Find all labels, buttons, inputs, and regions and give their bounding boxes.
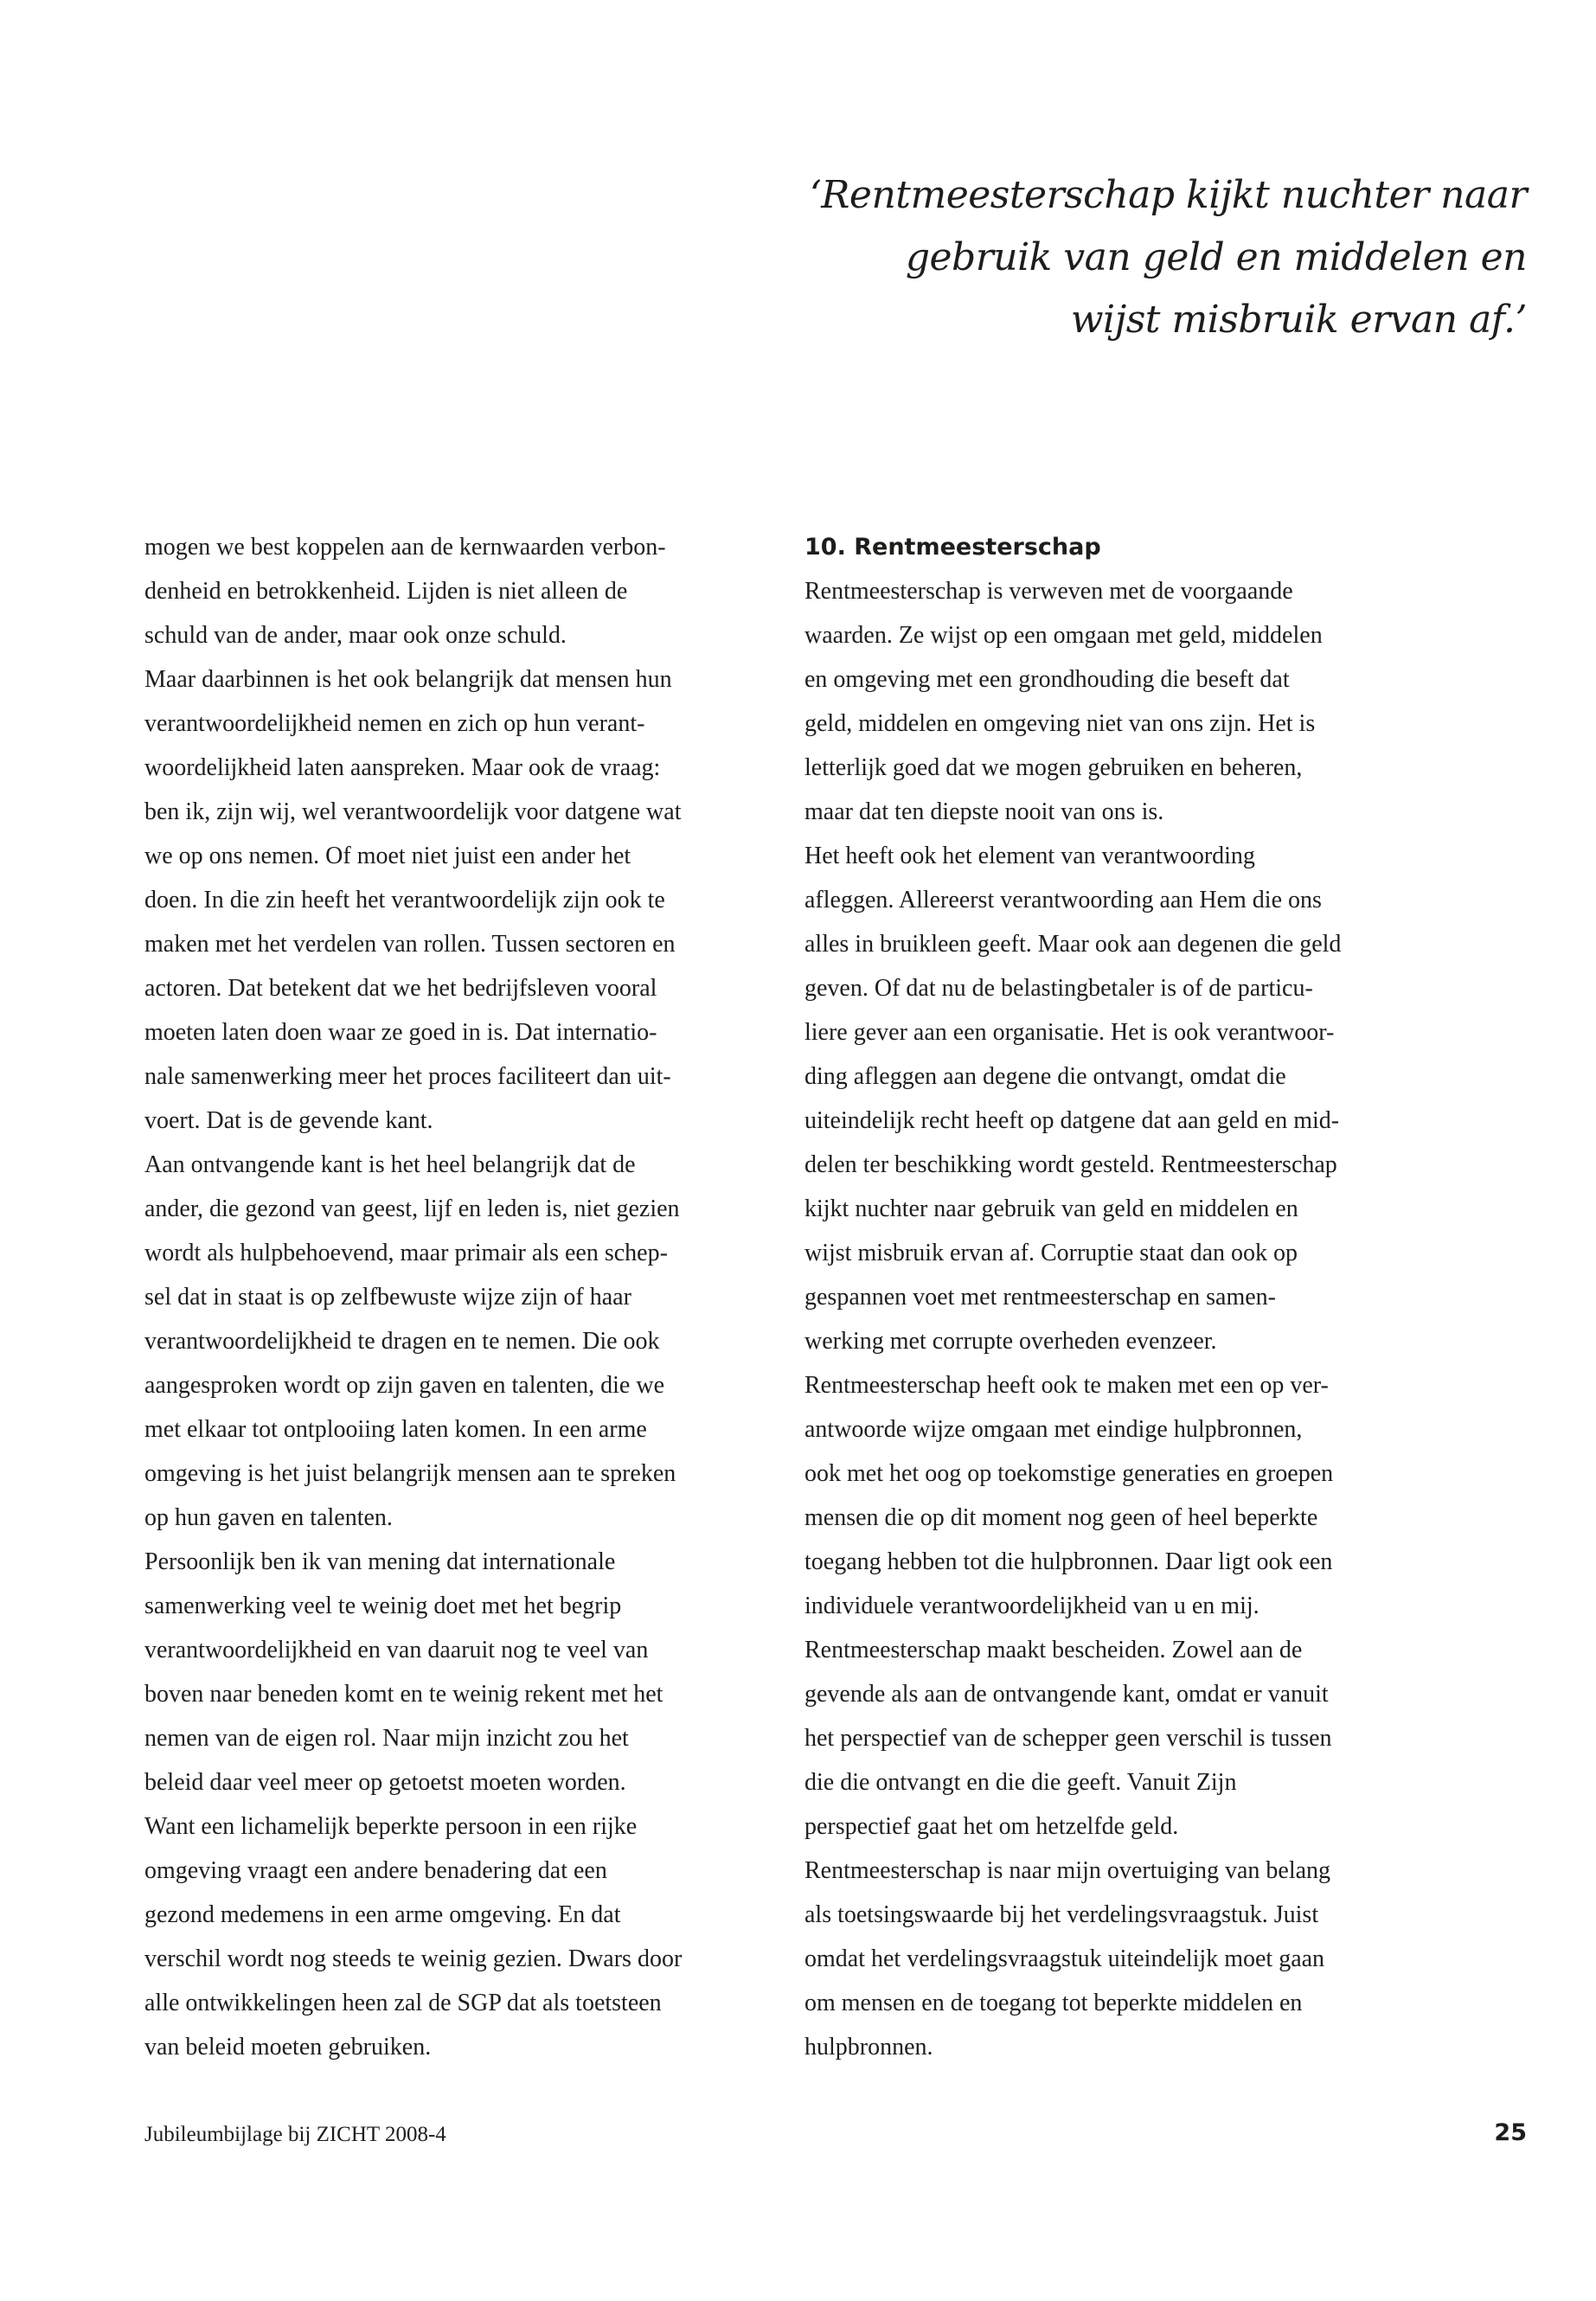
text-line: wordt als hulpbehoevend, maar primair als een schep- [144, 1240, 668, 1266]
text-line: die die ontvangt en die die geeft. Vanuit Zijn [804, 1769, 1237, 1796]
text-line: ander, die gezond van geest, lijf en leden is, niet gezien [144, 1195, 680, 1222]
pull-quote-line: ‘Rentmeesterschap kijkt nuchter naar [809, 173, 1527, 217]
text-line: verantwoordelijkheid te dragen en te nemen. Die ook [144, 1328, 660, 1355]
text-line: alles in bruikleen geeft. Maar ook aan degenen die geld [804, 931, 1342, 958]
text-line: liere gever aan een organisatie. Het is ook verantwoor- [804, 1019, 1335, 1046]
text-line: Persoonlijk ben ik van mening dat internationale [144, 1548, 616, 1575]
text-line: Want een lichamelijk beperkte persoon in een rijke [144, 1813, 638, 1840]
text-line: perspectief gaat het om hetzelfde geld. [804, 1813, 1179, 1840]
left-column-text [144, 525, 811, 2069]
text-line: beleid daar veel meer op getoetst moeten worden. [144, 1769, 626, 1796]
text-line: Het heeft ook het element van verantwoording [804, 843, 1255, 869]
text-line: we op ons nemen. Of moet niet juist een ander het [144, 843, 631, 869]
text-line: om mensen en de toegang tot beperkte middelen en [804, 1990, 1303, 2016]
text-line: geven. Of dat nu de belastingbetaler is of de particu- [804, 975, 1313, 1002]
text-line: woordelijkheid laten aanspreken. Maar ook de vraag: [144, 754, 661, 781]
text-line: nemen van de eigen rol. Naar mijn inzicht zou het [144, 1725, 629, 1752]
text-line: afleggen. Allereerst verantwoording aan Hem die ons [804, 887, 1322, 913]
text-line: verantwoordelijkheid en van daaruit nog te veel van [144, 1637, 649, 1663]
text-line: Rentmeesterschap is naar mijn overtuiging van belang [804, 1857, 1331, 1884]
text-line: antwoorde wijze omgaan met eindige hulpbronnen, [804, 1416, 1303, 1443]
text-line: individuele verantwoordelijkheid van u en mij. [804, 1593, 1259, 1619]
text-line: verantwoordelijkheid nemen en zich op hun verant- [144, 710, 645, 737]
text-line: ben ik, zijn wij, wel verantwoordelijk voor datgene wat [144, 798, 682, 825]
text-line: gezond medemens in een arme omgeving. En dat [144, 1901, 621, 1928]
text-line: schuld van de ander, maar ook onze schuld. [144, 622, 567, 649]
text-line: denheid en betrokkenheid. Lijden is niet alleen de [144, 578, 628, 605]
text-line: Rentmeesterschap is verweven met de voorgaande [804, 578, 1293, 605]
text-line: omgeving is het juist belangrijk mensen aan te spreken [144, 1460, 676, 1487]
text-line: omgeving vraagt een andere benadering dat een [144, 1857, 607, 1884]
text-line: letterlijk goed dat we mogen gebruiken en beheren, [804, 754, 1303, 781]
text-line: omdat het verdelingsvraagstuk uiteindelijk moet gaan [804, 1945, 1325, 1972]
text-line: waarden. Ze wijst op een omgaan met geld, middelen [804, 622, 1323, 649]
text-line: gevende als aan de ontvangende kant, omdat er vanuit [804, 1681, 1329, 1708]
text-line: gespannen voet met rentmeesterschap en samen- [804, 1284, 1277, 1311]
text-line: hulpbronnen. [804, 2034, 933, 2061]
text-line: verschil wordt nog steeds te weinig gezien. Dwars door [144, 1945, 683, 1972]
text-line: maar dat ten diepste nooit van ons is. [804, 798, 1164, 825]
text-line: samenwerking veel te weinig doet met het begrip [144, 1593, 622, 1619]
text-line: met elkaar tot ontplooiing laten komen. In een arme [144, 1416, 647, 1443]
text-line: actoren. Dat betekent dat we het bedrijfsleven vooral [144, 975, 657, 1002]
text-line: Maar daarbinnen is het ook belangrijk dat mensen hun [144, 666, 672, 693]
text-line: alle ontwikkelingen heen zal de SGP dat als toetsteen [144, 1990, 662, 2016]
text-line: mogen we best koppelen aan de kernwaarden verbon- [144, 534, 666, 561]
text-line: Rentmeesterschap heeft ook te maken met een op ver- [804, 1372, 1329, 1399]
text-line: maken met het verdelen van rollen. Tussen sectoren en [144, 931, 676, 958]
text-line: van beleid moeten gebruiken. [144, 2034, 432, 2061]
text-line: nale samenwerking meer het proces faciliteert dan uit- [144, 1063, 671, 1090]
text-line: mensen die op dit moment nog geen of heel beperkte [804, 1504, 1318, 1531]
text-line: Rentmeesterschap maakt bescheiden. Zowel aan de [804, 1637, 1303, 1663]
text-line: moeten laten doen waar ze goed in is. Dat internatio- [144, 1019, 657, 1046]
text-line: als toetsingswaarde bij het verdelingsvraagstuk. Juist [804, 1901, 1319, 1928]
text-line: en omgeving met een grondhouding die beseft dat [804, 666, 1290, 693]
text-line: ook met het oog op toekomstige generaties en groepen [804, 1460, 1334, 1487]
text-line: toegang hebben tot die hulpbronnen. Daar ligt ook een [804, 1548, 1333, 1575]
page-number: 25 [1494, 2119, 1527, 2146]
text-line: kijkt nuchter naar gebruik van geld en middelen en [804, 1195, 1298, 1222]
text-line: Aan ontvangende kant is het heel belangrijk dat de [144, 1151, 636, 1178]
footer-publication: Jubileumbijlage bij ZICHT 2008-4 [144, 2123, 446, 2146]
text-line: geld, middelen en omgeving niet van ons zijn. Het is [804, 710, 1316, 737]
text-line: sel dat in staat is op zelfbewuste wijze zijn of haar [144, 1284, 631, 1311]
text-line: doen. In die zin heeft het verantwoordelijk zijn ook te [144, 887, 665, 913]
text-line: werking met corrupte overheden evenzeer. [804, 1328, 1217, 1355]
text-line: uiteindelijk recht heeft op datgene dat aan geld en mid- [804, 1107, 1340, 1134]
pull-quote-line: wijst misbruik ervan af.’ [1070, 298, 1527, 342]
text-line: delen ter beschikking wordt gesteld. Rentmeesterschap [804, 1151, 1337, 1178]
text-line: ding afleggen aan degene die ontvangt, omdat die [804, 1063, 1286, 1090]
section-heading: 10. Rentmeesterschap [804, 534, 1101, 561]
text-line: voert. Dat is de gevende kant. [144, 1107, 433, 1134]
text-line: op hun gaven en talenten. [144, 1504, 393, 1531]
pull-quote [748, 164, 1527, 351]
right-column-text [804, 525, 1471, 2069]
text-line: aangesproken wordt op zijn gaven en talenten, die we [144, 1372, 665, 1399]
text-line: het perspectief van de schepper geen verschil is tussen [804, 1725, 1332, 1752]
text-line: wijst misbruik ervan af. Corruptie staat dan ook op [804, 1240, 1298, 1266]
pull-quote-line: gebruik van geld en middelen en [905, 235, 1527, 279]
text-line: boven naar beneden komt en te weinig rekent met het [144, 1681, 663, 1708]
